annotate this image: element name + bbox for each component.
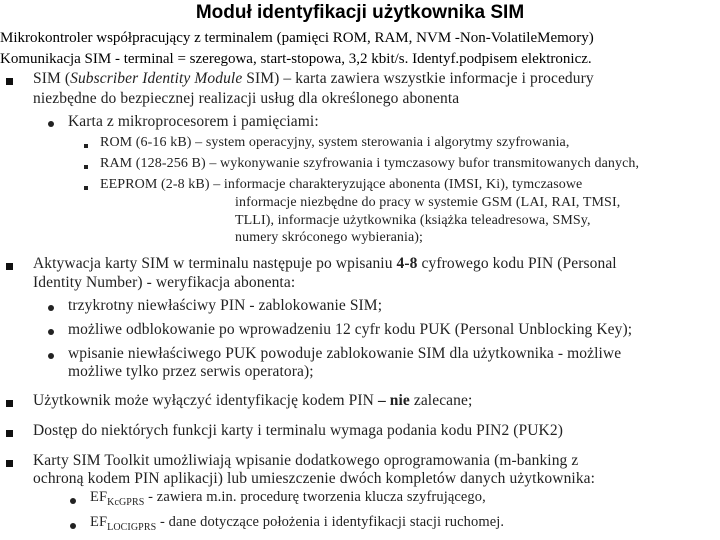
activation-sub-3b: możliwe tylko przez serwis operatora); [68,363,314,380]
bullet-square [6,400,13,407]
bullet-dot [70,498,76,504]
eeprom-line-3: TLLI), informacje użytkownika (książka teleadresowa, SMSy, [235,213,591,228]
card-title: Karta z mikroprocesorem i pamięciami: [68,113,319,130]
activation-line-2: Identity Number) - weryfikacja abonenta: [33,274,296,291]
activation-sub-2: możliwe odblokowanie po wprowadzeniu 12 cyfr kodu PUK (Personal Unblocking Key); [68,321,633,338]
pin2-line: Dostęp do niektórych funkcji karty i terminalu wymaga podania kodu PIN2 (PUK2) [33,422,563,439]
bullet-dot [48,305,54,311]
ram-line: RAM (128-256 B) – wykonywanie szyfrowania i tymczasowy bufor transmitowanych danych, [100,156,640,171]
bullet-square [6,460,13,467]
bullet-small [84,186,88,190]
rom-line: ROM (6-16 kB) – system operacyjny, system sterowania i algorytmy szyfrowania, [100,135,570,150]
bullet-square [6,78,13,85]
sim-line-2: niezbędne do bezpiecznej realizacji usług dla określonego abonenta [33,90,460,107]
sim-line-1: SIM (Subscriber Identity Module SIM) – karta zawiera wszystkie informacje i procedury [33,70,594,87]
toolkit-line-2: ochroną kodem PIN aplikacji) lub umieszczenie dwóch kompletów danych użytkownika: [33,470,596,487]
subtitle-line-1: Mikrokontroler współpracujący z terminalem (pamięci ROM, RAM, NVM -Non-VolatileMemory) [0,30,594,46]
eeprom-line-2: informacje niezbędne do pracy w systemie GSM (LAI, RAI, TMSI, [235,195,621,210]
activation-line-1: Aktywacja karty SIM w terminalu następuje po wpisaniu 4-8 cyfrowego kodu PIN (Personal [33,255,617,272]
ef-locigprs-line: $EF_{LOCIGPRS}$ - dane dotyczące położenia i identyfikacji stacji ruchomej. [90,514,505,533]
activation-sub-1: trzykrotny niewłaściwy PIN - zablokowanie SIM; [68,297,383,314]
activation-sub-3a: wpisanie niewłaściwego PUK powoduje zablokowanie SIM dla użytkownika - możliwe [68,345,622,362]
bullet-dot [70,523,76,529]
pin-disable-line: Użytkownik może wyłączyć identyfikację kodem PIN – nie zalecane; [33,392,473,409]
bullet-square [6,430,13,437]
eeprom-line-1: EEPROM (2-8 kB) – informacje charakteryzujące abonenta (IMSI, Ki), tymczasowe [100,177,583,192]
bullet-dot [48,121,54,127]
bullet-small [84,165,88,169]
eeprom-line-4: numery skróconego wybierania); [235,230,424,245]
ef-kcgprs-line: $EF_{KcGPRS}$ - zawiera m.in. procedurę tworzenia klucza szyfrującego, [90,489,486,508]
bullet-small [84,144,88,148]
bullet-square [6,263,13,270]
bullet-dot [48,353,54,359]
subtitle-line-2: Komunikacja SIM - terminal = szeregowa, start-stopowa, 3,2 kbit/s. Identyf.podpisem elektronicz. [0,51,592,67]
bullet-dot [48,329,54,335]
toolkit-line-1: Karty SIM Toolkit umożliwiają wpisanie dodatkowego oprogramowania (m-banking z [33,452,579,469]
slide-title: Moduł identyfikacji użytkownika SIM [195,2,525,23]
